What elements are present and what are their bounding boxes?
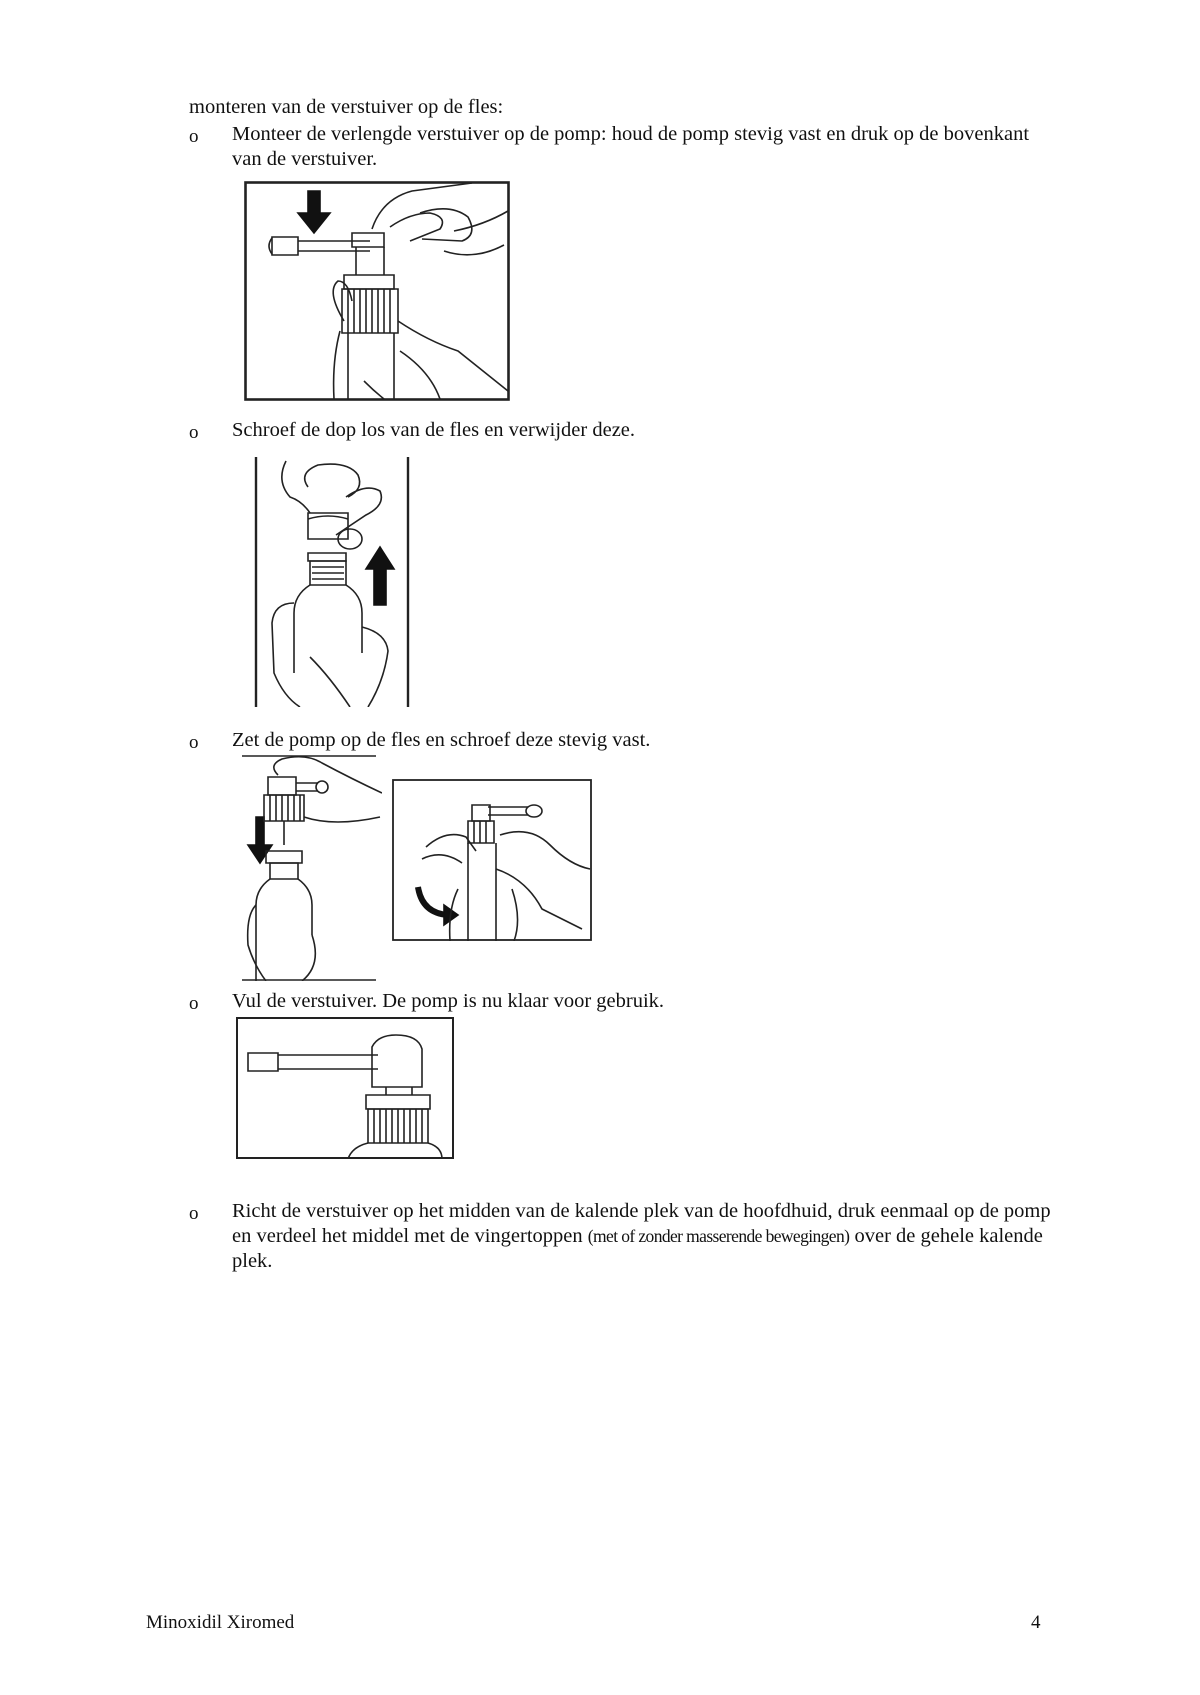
bullet-marker: o — [189, 993, 199, 1014]
step-4-text: Vul de verstuiver. De pomp is nu klaar voor gebruik. — [232, 990, 665, 1012]
step-2-text: Schroef de dop los van de fles en verwijder deze. — [232, 419, 636, 441]
step-5-text-part-1: Richt de verstuiver op het midden van de kalende plek van de hoofdhuid, druk eenmaal op de pomp en verdeel het middel met de vingertoppen — [232, 1200, 1051, 1247]
step-5-text-parenthetical: (met of zonder masserende bewegingen) — [587, 1226, 850, 1246]
bullet-marker: o — [189, 126, 199, 147]
illustration-mount-nozzle — [244, 181, 510, 401]
illustration-screw-pump — [392, 779, 592, 941]
step-1-text: Monteer de verlengde verstuiver op de pomp: houd de pomp stevig vast en druk op de bovenkant van de verstuiver. — [232, 123, 1030, 170]
illustration-attach-pump — [242, 755, 382, 981]
intro-text: monteren van de verstuiver op de fles: — [189, 96, 504, 118]
bullet-marker: o — [189, 732, 199, 753]
step-5-text-part-2: over de gehele kalende plek. — [232, 1225, 1043, 1272]
footer-page-number: 4 — [1031, 1612, 1041, 1633]
illustration-ready-pump — [236, 1017, 454, 1159]
step-3-text: Zet de pomp op de fles en schroef deze stevig vast. — [232, 729, 651, 751]
bullet-marker: o — [189, 1203, 199, 1224]
step-5-text — [232, 1199, 1062, 1274]
footer-product-name: Minoxidil Xiromed — [146, 1612, 295, 1633]
illustration-remove-cap — [250, 457, 410, 707]
bullet-marker: o — [189, 422, 199, 443]
